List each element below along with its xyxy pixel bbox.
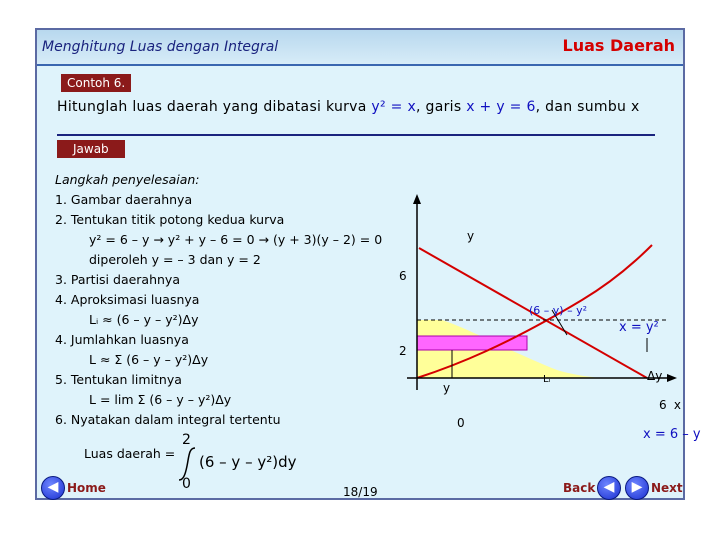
area-label: Luas daerah = <box>84 446 176 461</box>
origin-label: 0 <box>457 416 465 430</box>
left-arrow-icon: ◀ <box>47 479 59 495</box>
slide-frame <box>35 28 701 500</box>
integrand: (6 – y – y²)dy <box>199 453 297 471</box>
partition-strip <box>417 336 527 350</box>
step-2-equation: y² = 6 – y → y² + y – 6 = 0 → (y + 3)(y – 2) = 0 <box>89 232 383 247</box>
answer-tag: Jawab <box>57 140 125 158</box>
step-5: 5. Tentukan limitnya <box>55 372 182 387</box>
step-1: 1. Gambar daerahnya <box>55 192 193 207</box>
tick-x6: 6 <box>659 398 667 412</box>
right-arrow-icon: ▶ <box>631 479 643 495</box>
delta-y-label: Δy <box>647 369 663 383</box>
step-6: 6. Nyatakan dalam integral tertentu <box>55 412 281 427</box>
problem-statement <box>57 99 640 115</box>
y-axis-arrow <box>413 194 421 204</box>
y-height-label: y <box>443 381 451 395</box>
problem-curve: y² = x <box>371 99 417 115</box>
problem-sep-1: , garis <box>416 99 462 115</box>
home-button[interactable] <box>41 476 65 500</box>
x-axis-label: x <box>673 398 681 412</box>
tick-2: 2 <box>399 344 407 358</box>
problem-prefix: Hitunglah luas daerah yang dibatasi kurva <box>57 99 367 115</box>
step-2: 2. Tentukan titik potong kedua kurva <box>55 212 285 227</box>
integral-lower-limit: 0 <box>182 476 191 492</box>
step-5-formula: L = lim Σ (6 – y – y²)Δy <box>89 392 232 407</box>
next-button[interactable] <box>625 476 649 500</box>
strip-length-expression: (6 – y) – y² <box>529 304 587 317</box>
home-label[interactable]: Home <box>67 481 106 495</box>
definite-integral <box>177 430 357 490</box>
line-equation: x = 6 – y <box>643 427 701 442</box>
region-graph <box>397 190 701 442</box>
y-axis-label: y <box>467 229 475 243</box>
header-bar <box>37 30 683 66</box>
step-4b-formula: L ≈ Σ (6 – y – y²)Δy <box>89 352 209 367</box>
problem-line: x + y = 6 <box>466 99 536 115</box>
parabola-equation: x = y² <box>619 320 659 335</box>
integral-upper-limit: 2 <box>182 432 191 448</box>
divider <box>57 134 655 136</box>
example-tag: Contoh 6. <box>61 74 131 92</box>
back-button[interactable] <box>597 476 621 500</box>
step-4-formula: Lᵢ ≈ (6 – y – y²)Δy <box>89 312 199 327</box>
step-3: 3. Partisi daerahnya <box>55 272 180 287</box>
back-label[interactable]: Back <box>563 481 596 495</box>
slide-title: Menghitung Luas dengan Integral <box>42 39 279 55</box>
step-2-result: diperoleh y = – 3 dan y = 2 <box>89 252 261 267</box>
step-4b: 4. Jumlahkan luasnya <box>55 332 189 347</box>
x-axis-arrow <box>667 374 677 382</box>
page-number: 18/19 <box>343 485 378 499</box>
steps-heading: Langkah penyelesaian: <box>55 172 200 187</box>
tick-6: 6 <box>399 269 407 283</box>
problem-sep-2: , dan sumbu x <box>535 99 640 115</box>
step-4: 4. Aproksimasi luasnya <box>55 292 200 307</box>
topic-title: Luas Daerah <box>562 36 675 55</box>
left-arrow-icon: ◀ <box>603 479 615 495</box>
strip-label: Lᵢ <box>543 374 551 385</box>
next-label[interactable]: Next <box>651 481 683 495</box>
